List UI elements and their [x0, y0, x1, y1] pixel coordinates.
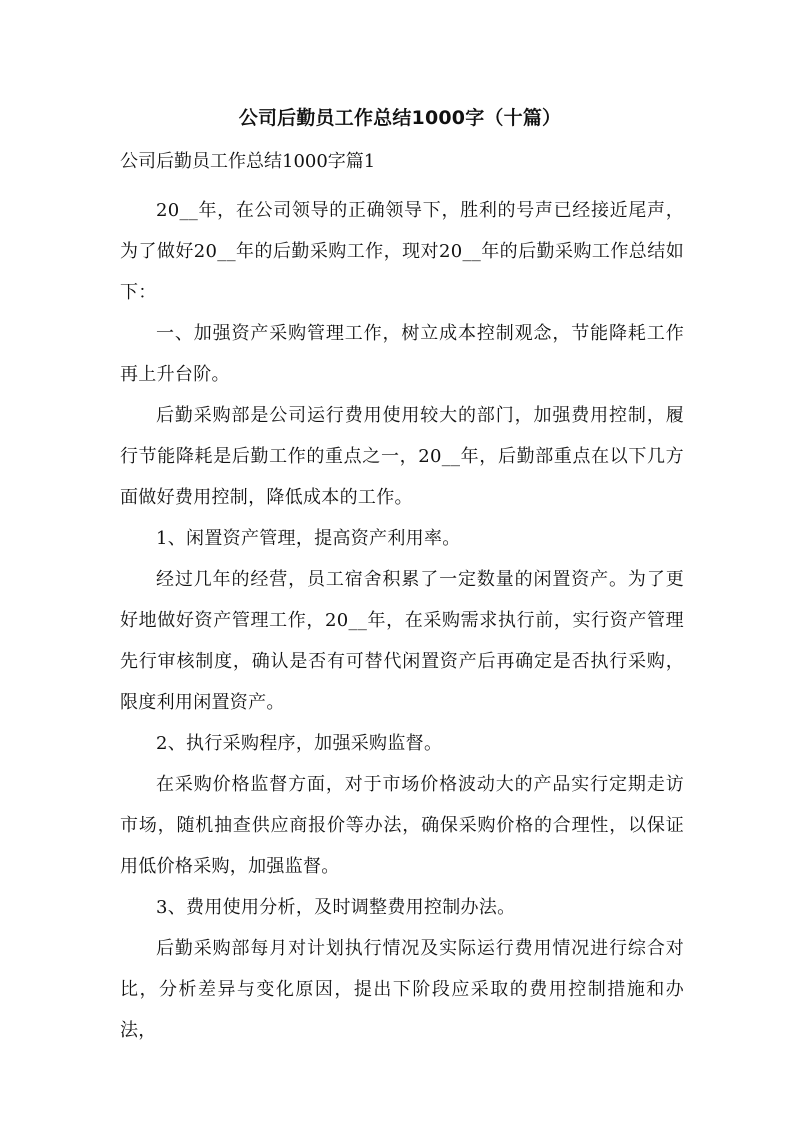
paragraph-intro: 20__年，在公司领导的正确领导下，胜利的号声已经接近尾声，为了做好20__年的后勤采购工作，现对20__年的后勤采购工作总结如下： [120, 200, 684, 303]
paragraph-item-1: 1、闲置资产管理，提高资产利用率。 [156, 528, 461, 549]
paragraph-idle-assets: 经过几年的经营，员工宿舍积累了一定数量的闲置资产。为了更好地做好资产管理工作，20__年，在采购需求执行前，实行资产管理先行审核制度，确认是否有可替代闲置资产后再确定是否执行采购，限度利用闲置资产。 [120, 569, 684, 713]
paragraph-item-2: 2、执行采购程序，加强采购监督。 [156, 733, 443, 754]
paragraph-item-3: 3、费用使用分析，及时调整费用控制办法。 [156, 897, 516, 918]
paragraph-price-supervision: 在采购价格监督方面，对于市场价格波动大的产品实行定期走访市场，随机抽查供应商报价等办法，确保采购价格的合理性，以保证用低价格采购，加强监督。 [120, 774, 684, 877]
section-heading: 公司后勤员工作总结1000字篇1 [120, 151, 376, 172]
paragraph-monthly-analysis: 后勤采购部每月对计划执行情况及实际运行费用情况进行综合对比，分析差异与变化原因，提出下阶段应采取的费用控制措施和办法， [120, 938, 684, 1041]
document-title: 公司后勤员工作总结1000字（十篇） [238, 107, 562, 129]
paragraph-heading-1: 一、加强资产采购管理工作，树立成本控制观念，节能降耗工作再上升台阶。 [120, 323, 684, 385]
document-body [120, 190, 684, 1051]
paragraph-cost-control: 后勤采购部是公司运行费用使用较大的部门，加强费用控制，履行节能降耗是后勤工作的重点之一，20__年，后勤部重点在以下几方面做好费用控制，降低成本的工作。 [120, 405, 684, 508]
